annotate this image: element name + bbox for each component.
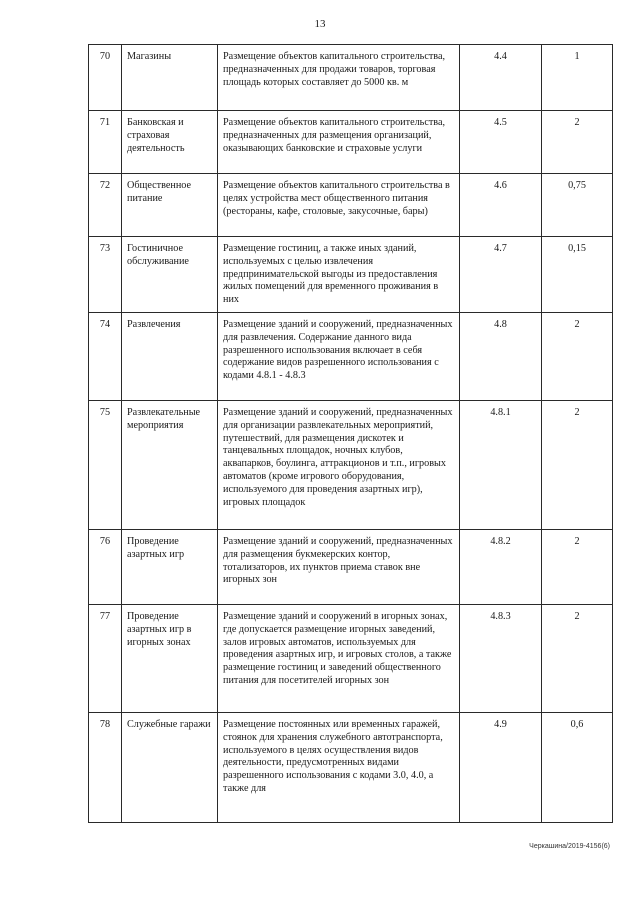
row-number: 70 — [89, 45, 122, 111]
row-value: 2 — [542, 530, 613, 605]
row-value: 0,15 — [542, 237, 613, 313]
row-code: 4.5 — [460, 111, 542, 174]
row-number: 73 — [89, 237, 122, 313]
row-code: 4.8.2 — [460, 530, 542, 605]
row-name: Проведение азартных игр — [122, 530, 218, 605]
row-description: Размещение объектов капитального строительства в целях устройства мест общественного питания (рестораны, кафе, столовые, закусочные, бары) — [218, 174, 460, 237]
row-description: Размещение зданий и сооружений, предназначенных для размещения букмекерских контор, тотализаторов, их пунктов приема ставок вне игорных зон — [218, 530, 460, 605]
row-number: 74 — [89, 313, 122, 401]
row-number: 76 — [89, 530, 122, 605]
table-body — [89, 45, 613, 823]
row-name: Служебные гаражи — [122, 713, 218, 823]
row-value: 0,75 — [542, 174, 613, 237]
row-value: 2 — [542, 111, 613, 174]
table-row — [89, 237, 613, 313]
row-code: 4.4 — [460, 45, 542, 111]
table-row — [89, 111, 613, 174]
row-name: Развлечения — [122, 313, 218, 401]
page-number: 13 — [314, 18, 326, 30]
row-description: Размещение объектов капитального строительства, предназначенных для продажи товаров, торговая площадь которых составляет до 5000 кв. м — [218, 45, 460, 111]
row-description: Размещение зданий и сооружений в игорных зонах, где допускается размещение игорных заведений, залов игровых автоматов, используемых для проведения азартных игр, и игровых столов, а также размещение гостиниц и заведений общественного питания для посетителей игорных зон — [218, 605, 460, 713]
row-number: 75 — [89, 401, 122, 530]
row-code: 4.8.3 — [460, 605, 542, 713]
row-code: 4.8.1 — [460, 401, 542, 530]
row-code: 4.7 — [460, 237, 542, 313]
row-name: Гостиничное обслуживание — [122, 237, 218, 313]
row-description: Размещение объектов капитального строительства, предназначенных для размещения организаций, оказывающих банковские и страховые услуги — [218, 111, 460, 174]
row-description: Размещение зданий и сооружений, предназначенных для организации развлекательных мероприятий, путешествий, для размещения дискотек и танцевальных площадок, ночных клубов, аквапарков, боулинга, аттракционов и т.п., игровых автоматов (кроме игрового оборудования, используемого для проведения азартных игр), игровых площадок — [218, 401, 460, 530]
table-row — [89, 605, 613, 713]
table-row — [89, 313, 613, 401]
document-footer: Черкашина/2019-4156(6) — [529, 843, 610, 850]
table-row — [89, 174, 613, 237]
row-name: Магазины — [122, 45, 218, 111]
row-value: 1 — [542, 45, 613, 111]
table-row — [89, 401, 613, 530]
row-value: 0,6 — [542, 713, 613, 823]
row-code: 4.9 — [460, 713, 542, 823]
row-code: 4.6 — [460, 174, 542, 237]
row-name: Общественное питание — [122, 174, 218, 237]
table-row — [89, 713, 613, 823]
row-number: 77 — [89, 605, 122, 713]
row-number: 78 — [89, 713, 122, 823]
row-code: 4.8 — [460, 313, 542, 401]
row-name: Банковская и страховая деятельность — [122, 111, 218, 174]
row-value: 2 — [542, 605, 613, 713]
row-value: 2 — [542, 313, 613, 401]
row-number: 71 — [89, 111, 122, 174]
row-name: Проведение азартных игр в игорных зонах — [122, 605, 218, 713]
row-description: Размещение гостиниц, а также иных зданий, используемых с целью извлечения предпринимательской выгоды из предоставления жилых помещений для временного проживания в них — [218, 237, 460, 313]
row-value: 2 — [542, 401, 613, 530]
row-name: Развлекательные мероприятия — [122, 401, 218, 530]
row-description: Размещение постоянных или временных гаражей, стоянок для хранения служебного автотранспорта, используемого в целях осуществления видов деятельности, предусмотренных видами разрешенного использования с кодами 3.0, 4.0, а также для — [218, 713, 460, 823]
table-row — [89, 530, 613, 605]
row-number: 72 — [89, 174, 122, 237]
table-row — [89, 45, 613, 111]
land-use-table — [88, 44, 613, 823]
row-description: Размещение зданий и сооружений, предназначенных для развлечения. Содержание данного вида разрешенного использования включает в себя содержание видов разрешенного использования с кодами 4.8.1 - 4.8.3 — [218, 313, 460, 401]
